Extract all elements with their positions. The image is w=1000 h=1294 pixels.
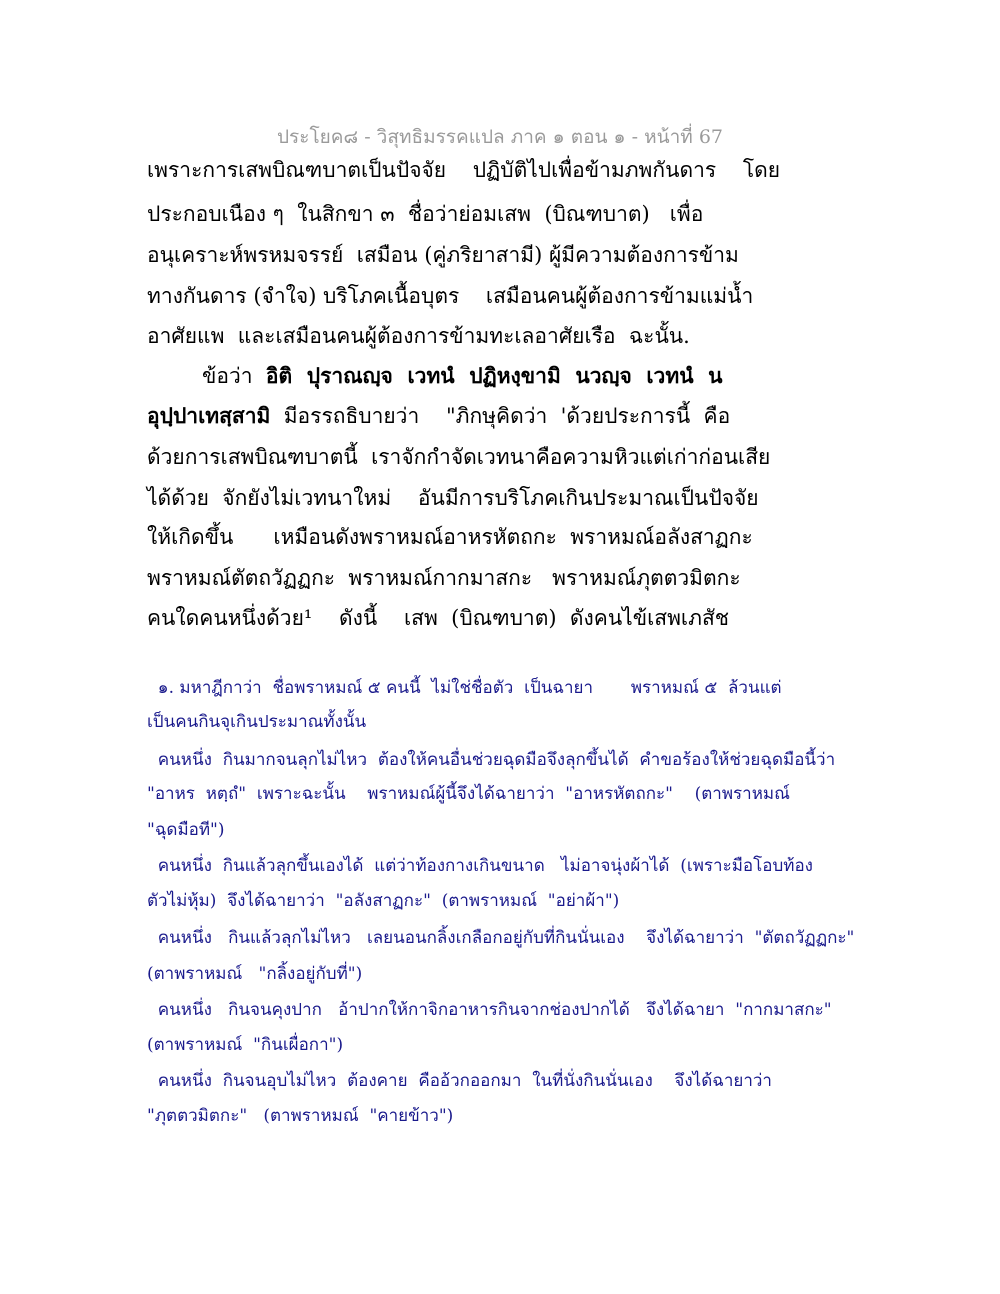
main-line: อาศัยแพ และเสมือนคนผู้ต้องการข้ามทะเลอาศัยเรือ ฉะนั้น. [147,324,690,348]
page-header: ประโยค๘ - วิสุทธิมรรคแปล ภาค ๑ ตอน ๑ - หน้าที่ 67 [277,126,723,148]
main-line: เพราะการเสพบิณฑบาตเป็นปัจจัย ปฏิบัติไปเพื่อข้ามภพกันดาร โดย [147,158,781,182]
main-line: อนุเคราะห์พรหมจรรย์ เสมือน (คู่ภริยาสามี) ผู้มีความต้องการข้าม [147,243,739,267]
footnote-line: ๑. มหาฎีกาว่า ชื่อพราหมณ์ ๕ คนนี้ ไม่ใช่ชื่อตัว เป็นฉายา พราหมณ์ ๕ ล้วนแต่ [147,678,782,698]
footnote-line: คนหนึ่ง กินจนอุบไม่ไหว ต้องคาย คืออ้วกออกมา ในที่นั่งกินนั่นเอง จึงได้ฉายาว่า [147,1071,772,1091]
footnote-line: "ฉุดมือที") [147,820,225,840]
footnote-line: ตัวไม่หุ้ม) จึงได้ฉายาว่า "อลังสาฏกะ" (ตาพราหมณ์ "อย่าผ้า") [147,891,620,911]
lead-text: ข้อว่า [202,364,266,388]
main-line: ประกอบเนือง ๆ ในสิกขา ๓ ชื่อว่าย่อมเสพ (บิณฑบาต) เพื่อ [147,202,704,226]
main-line: ทางกันดาร (จำใจ) บริโภคเนื้อบุตร เสมือนคนผู้ต้องการข้ามแม่น้ำ [147,284,754,308]
footnote-line: (ตาพราหมณ์ "กลิ้งอยู่กับที่") [147,964,363,984]
explanation-text: มีอรรถธิบายว่า "ภิกษุคิดว่า 'ด้วยประการนี้ คือ [270,404,731,428]
footnote-line: "ภุตตวมิตกะ" (ตาพราหมณ์ "คายข้าว") [147,1106,454,1126]
main-line [202,362,723,390]
pali-quote-cont: อุปฺปาเทสฺสามิ [147,403,271,428]
main-line: คนใดคนหนึ่งด้วย¹ ดังนี้ เสพ (บิณฑบาต) ดังคนไข้เสพเภสัช [147,606,730,630]
main-line: พราหมณ์ตัตถวัฏฏกะ พราหมณ์กากมาสกะ พราหมณ์ภุตตวมิตกะ [147,566,741,590]
main-line: ด้วยการเสพบิณฑบาตนี้ เราจักกำจัดเวทนาคือความหิวแต่เก่าก่อนเสีย [147,445,771,469]
footnote-line: คนหนึ่ง กินแล้วลุกไม่ไหว เลยนอนกลิ้งเกลือกอยู่กับที่กินนั่นเอง จึงได้ฉายาว่า "ตัตถวัฏฏกะ" [147,928,855,948]
footnote-line: คนหนึ่ง กินแล้วลุกขึ้นเองได้ แต่ว่าท้องกางเกินขนาด ไม่อาจนุ่งผ้าได้ (เพราะมือโอบท้อง [147,856,813,876]
footnote-line: คนหนึ่ง กินมากจนลุกไม่ไหว ต้องให้คนอื่นช่วยฉุดมือจึงลุกขึ้นได้ คำขอร้องให้ช่วยฉุดมือนี้ว่า [147,750,836,770]
main-line: ให้เกิดขึ้น เหมือนดังพราหมณ์อาหรหัตถกะ พราหมณ์อลังสาฏกะ [147,525,753,549]
footnote-line: (ตาพราหมณ์ "กินเผื่อกา") [147,1035,344,1055]
footnote-line: คนหนึ่ง กินจนคุงปาก อ้าปากให้กาจิกอาหารกินจากช่องปากได้ จึงได้ฉายา "กากมาสกะ" [147,1000,832,1020]
footnote-line: เป็นคนกินจุเกินประมาณทั้งนั้น [147,712,367,732]
main-line: ได้ด้วย จักยังไม่เวทนาใหม่ อันมีการบริโภคเกินประมาณเป็นปัจจัย [147,486,759,510]
footnote-line: "อาหร หตฺถํ" เพราะฉะนั้น พราหมณ์ผู้นี้จึงได้ฉายาว่า "อาหรหัตถกะ" (ตาพราหมณ์ [147,784,790,804]
pali-quote: อิติ ปุราณญฺจ เวทนํ ปฏิหงฺขามิ นวญฺจ เวทนํ น [265,363,723,388]
main-line [147,402,730,430]
